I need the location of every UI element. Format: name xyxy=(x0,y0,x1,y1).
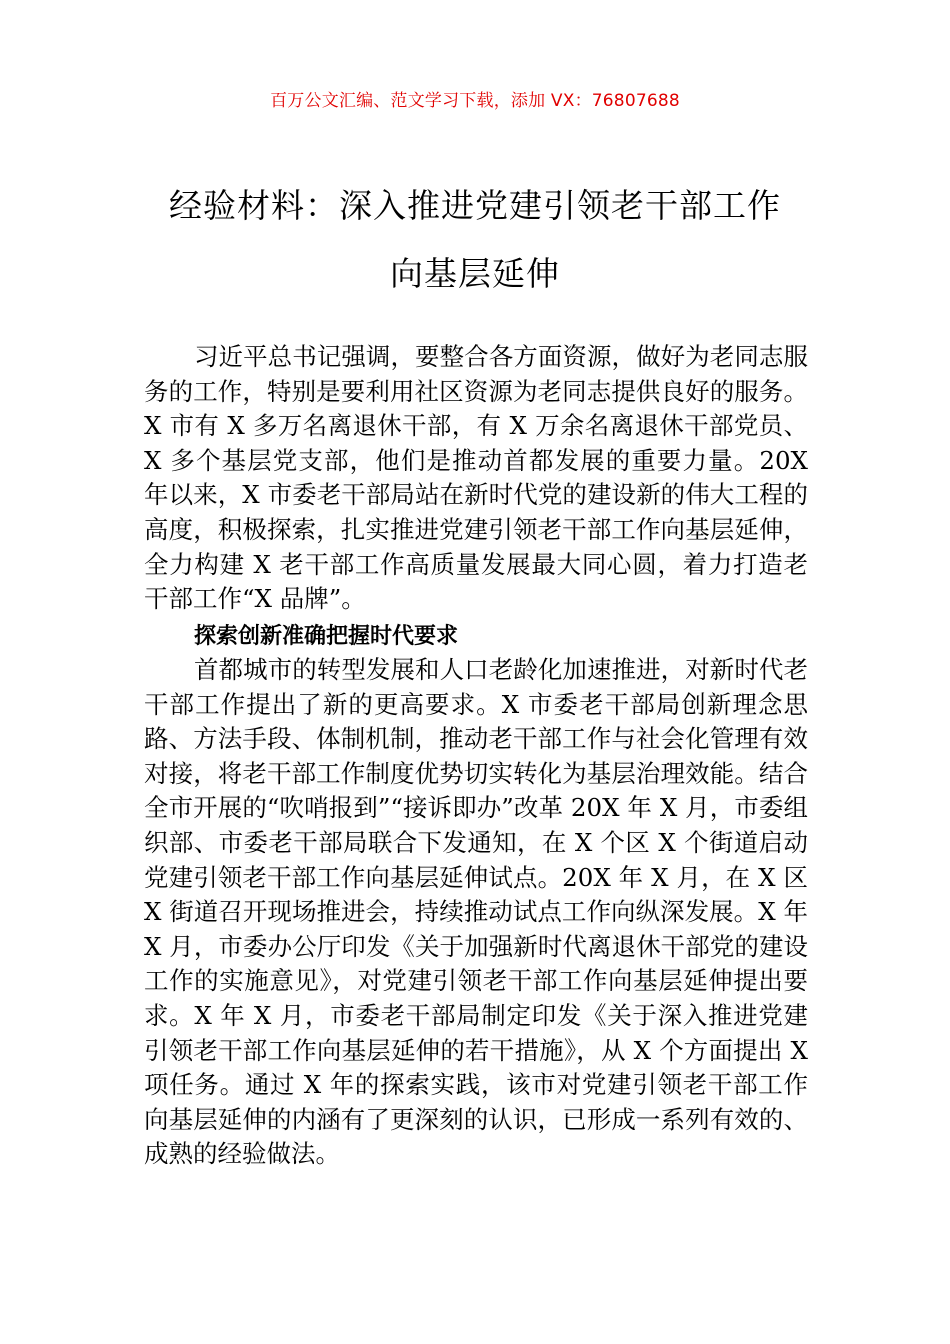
document-title-line2: 向基层延伸 xyxy=(390,254,560,293)
watermark-header: 百万公文汇编、范文学习下载，添加 VX：76807688 xyxy=(270,91,680,111)
document-title-line1: 经验材料：深入推进党建引领老干部工作 xyxy=(169,186,781,225)
section-heading: 探索创新准确把握时代要求 xyxy=(194,624,459,649)
paragraph-section-1: 首都城市的转型发展和人口老龄化加速推进，对新时代老干部工作提出了新的更高要求。X 市委老干部局创新理念思路、方法手段、体制机制，推动老干部工作与社会化管理有效对接，将老干部工作制度优势切实转化为基层治理效能。结合全市开展的“吹哨报到”“接诉即办”改革 20X 年 X 月，市委组织部、市委老干部局联合下发通知，在 X 个区 X 个街道启动党建引领老干部工作向基层延伸试点。20X 年 X 月，在 X 区 X 街道召开现场推进会，持续推动试点工作向纵深发展。X 年 X 月，市委办公厅印发《关于加强新时代离退休干部党的建设工作的实施意见》，对党建引领老干部工作向基层延伸提出要求。X 年 X 月，市委老干部局制定印发《关于深入推进党建引领老干部工作向基层延伸的若干措施》，从 X 个方面提出 X 项任务。通过 X 年的探索实践，该市对党建引领老干部工作向基层延伸的内涵有了更深刻的认识，已形成一系列有效的、成熟的经验做法。 xyxy=(144,655,808,1169)
paragraph-intro: 习近平总书记强调，要整合各方面资源，做好为老同志服务的工作，特别是要利用社区资源为老同志提供良好的服务。X 市有 X 多万名离退休干部，有 X 万余名离退休干部党员、X 多个基层党支部，他们是推动首都发展的重要力量。20X 年以来，X 市委老干部局站在新时代党的建设新的伟大工程的高度，积极探索，扎实推进党建引领老干部工作向基层延伸，全力构建 X 老干部工作高质量发展最大同心圆，着力打造老干部工作“X 品牌”。 xyxy=(144,342,808,614)
